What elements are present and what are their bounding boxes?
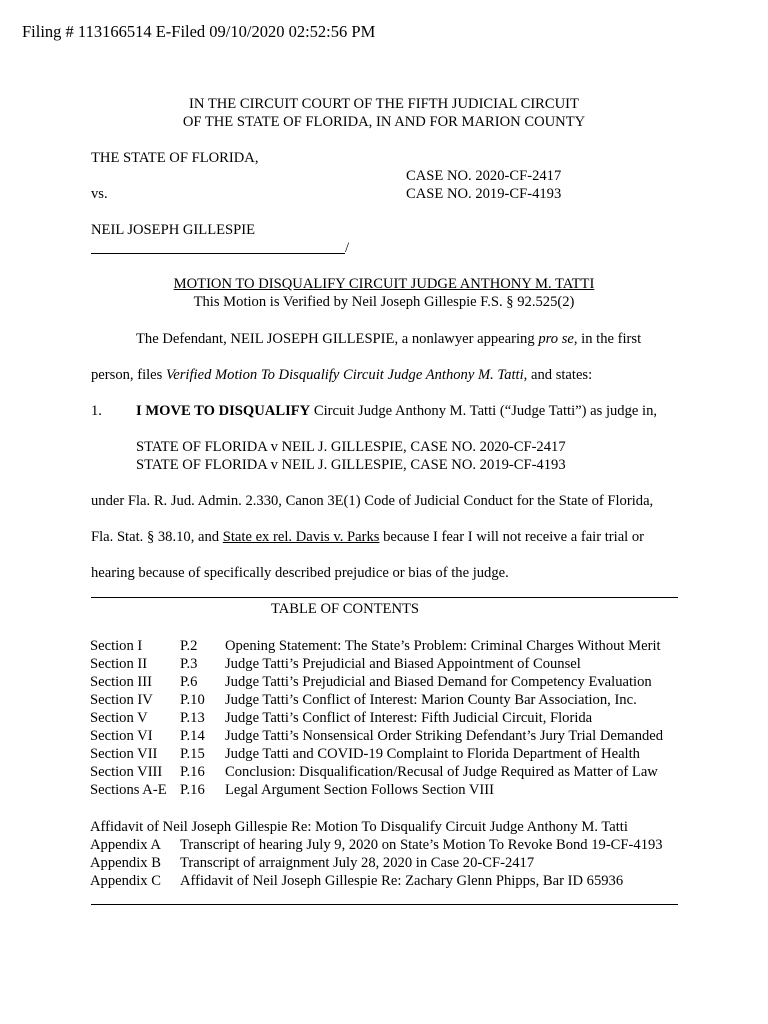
- case-style-line-1: STATE OF FLORIDA v NEIL J. GILLESPIE, CASE NO. 2020-CF-2417: [136, 439, 566, 455]
- case-citation-link: State ex rel. Davis v. Parks: [222, 529, 380, 545]
- court-heading-line-2: OF THE STATE OF FLORIDA, IN AND FOR MARION COUNTY: [182, 114, 586, 130]
- court-heading-line-1: IN THE CIRCUIT COURT OF THE FIFTH JUDICIAL CIRCUIT: [189, 96, 579, 112]
- body-paragraph-2-end: hearing because of specifically described prejudice or bias of the judge.: [91, 565, 509, 581]
- body-paragraph-2-cont: Fla. Stat. § 38.10, and State ex rel. Davis v. Parks because I fear I will not receive a fair trial or: [91, 529, 645, 545]
- divider-top: [91, 597, 678, 598]
- plaintiff-name: THE STATE OF FLORIDA,: [91, 150, 259, 166]
- filing-stamp: Filing # 113166514 E-Filed 09/10/2020 02:52:56 PM: [22, 22, 376, 41]
- case-style-line-2: STATE OF FLORIDA v NEIL J. GILLESPIE, CASE NO. 2019-CF-4193: [136, 457, 566, 473]
- case-number-2: CASE NO. 2019-CF-4193: [406, 186, 562, 202]
- body-paragraph-1-cont: person, files Verified Motion To Disqualify Circuit Judge Anthony M. Tatti, and states:: [91, 367, 593, 383]
- body-paragraph-2: under Fla. R. Jud. Admin. 2.330, Canon 3E(1) Code of Judicial Conduct for the State of Florida,: [91, 493, 654, 509]
- defendant-name: NEIL JOSEPH GILLESPIE: [91, 222, 256, 238]
- divider-bottom: [91, 904, 678, 905]
- item-number: 1.: [91, 403, 102, 419]
- caption-line-end: /: [345, 240, 350, 256]
- motion-title: MOTION TO DISQUALIFY CIRCUIT JUDGE ANTHONY M. TATTI: [173, 276, 595, 292]
- toc-heading: TABLE OF CONTENTS: [271, 601, 420, 617]
- versus-label: vs.: [91, 186, 108, 202]
- item-1-text: I MOVE TO DISQUALIFY Circuit Judge Anthony M. Tatti (“Judge Tatti”) as judge in,: [136, 403, 658, 419]
- verification-note: This Motion is Verified by Neil Joseph Gillespie F.S. § 92.525(2): [193, 294, 575, 310]
- affidavit-line: Affidavit of Neil Joseph Gillespie Re: Motion To Disqualify Circuit Judge Anthony M. Tatti: [90, 819, 628, 835]
- body-paragraph-1: The Defendant, NEIL JOSEPH GILLESPIE, a nonlawyer appearing pro se, in the first: [136, 331, 642, 347]
- case-number-1: CASE NO. 2020-CF-2417: [406, 168, 562, 184]
- caption-signature-line: [91, 253, 345, 254]
